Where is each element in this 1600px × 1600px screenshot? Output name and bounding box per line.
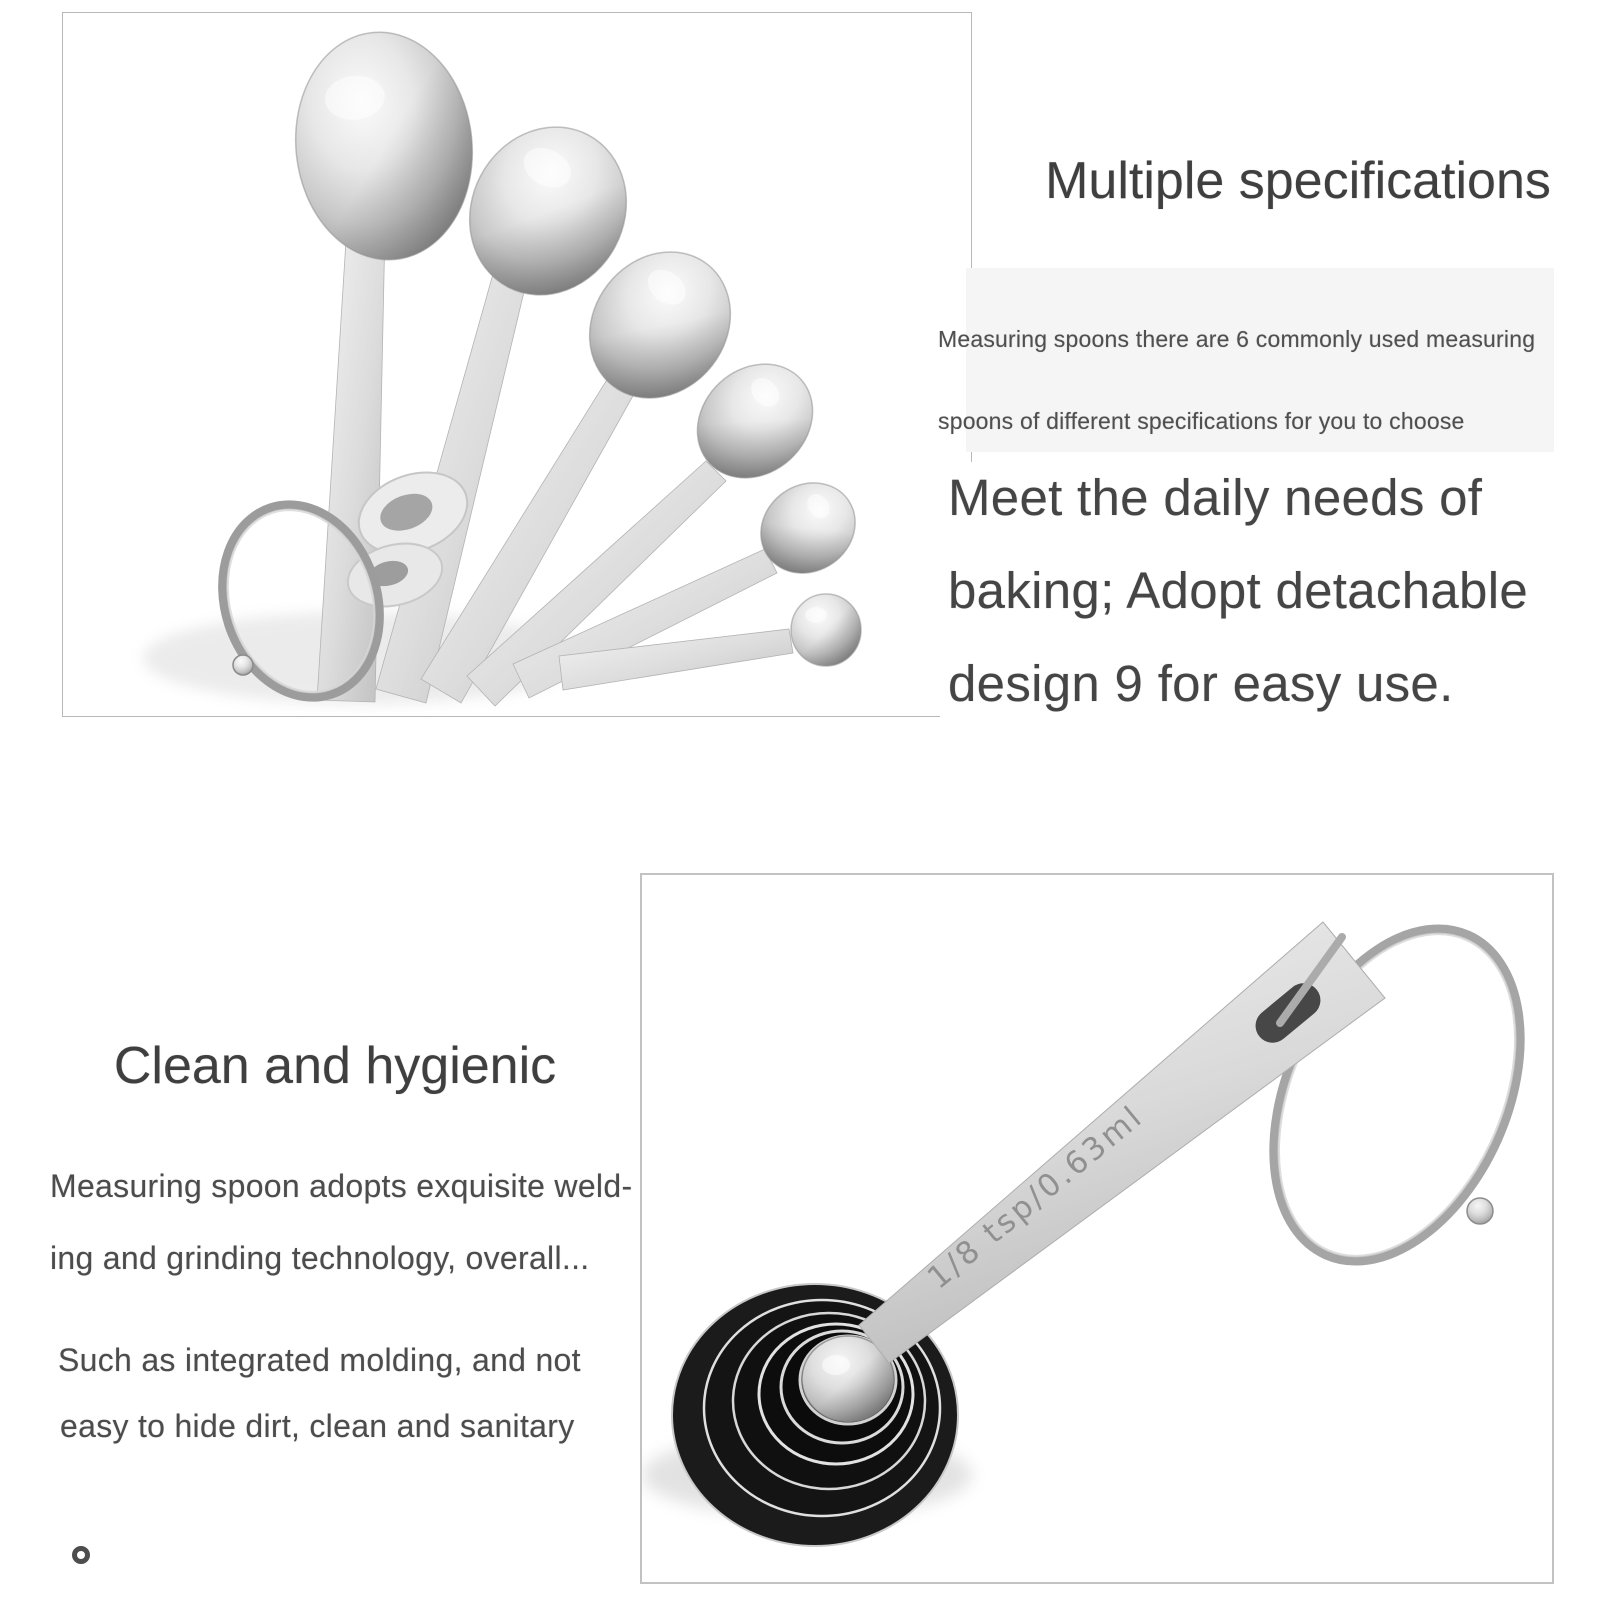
spoon-bowl	[285, 23, 484, 268]
subtitle-line: spoons of different specifications for you to choose	[938, 408, 1465, 434]
product-photo-spoons-fanned	[62, 12, 972, 717]
spoons-fanned-illustration	[63, 13, 971, 716]
body-text-line: Meet the daily needs of	[948, 469, 1483, 526]
spoon-bowl	[791, 594, 861, 666]
body-text-line: design 9 for easy use.	[948, 655, 1454, 712]
handle-engraving: 1/8 tsp/0.63ml	[920, 1098, 1151, 1297]
paragraph-line: easy to hide dirt, clean and sanitary	[60, 1408, 575, 1444]
paragraph-line: Measuring spoon adopts exquisite weld-	[50, 1168, 633, 1204]
subtitle-line: Measuring spoons there are 6 commonly used measuring	[938, 326, 1536, 352]
product-photo-spoons-stacked	[640, 873, 1554, 1584]
paragraph-line: Such as integrated molding, and not	[58, 1342, 581, 1378]
spoons-stacked-illustration	[642, 875, 1552, 1582]
ring-clasp-ball	[1467, 1198, 1493, 1224]
paragraph-line: ing and grinding technology, overall...	[50, 1240, 590, 1276]
body-text-line: baking; Adopt detachable	[948, 562, 1529, 619]
spoon-handle	[859, 922, 1385, 1363]
ring-clasp-ball	[233, 655, 253, 675]
section-title-specifications: Multiple specifications	[1045, 152, 1551, 210]
binder-ring	[1225, 890, 1552, 1299]
section-title-hygienic: Clean and hygienic	[113, 1037, 557, 1095]
ring-bullet-icon	[72, 1546, 90, 1564]
